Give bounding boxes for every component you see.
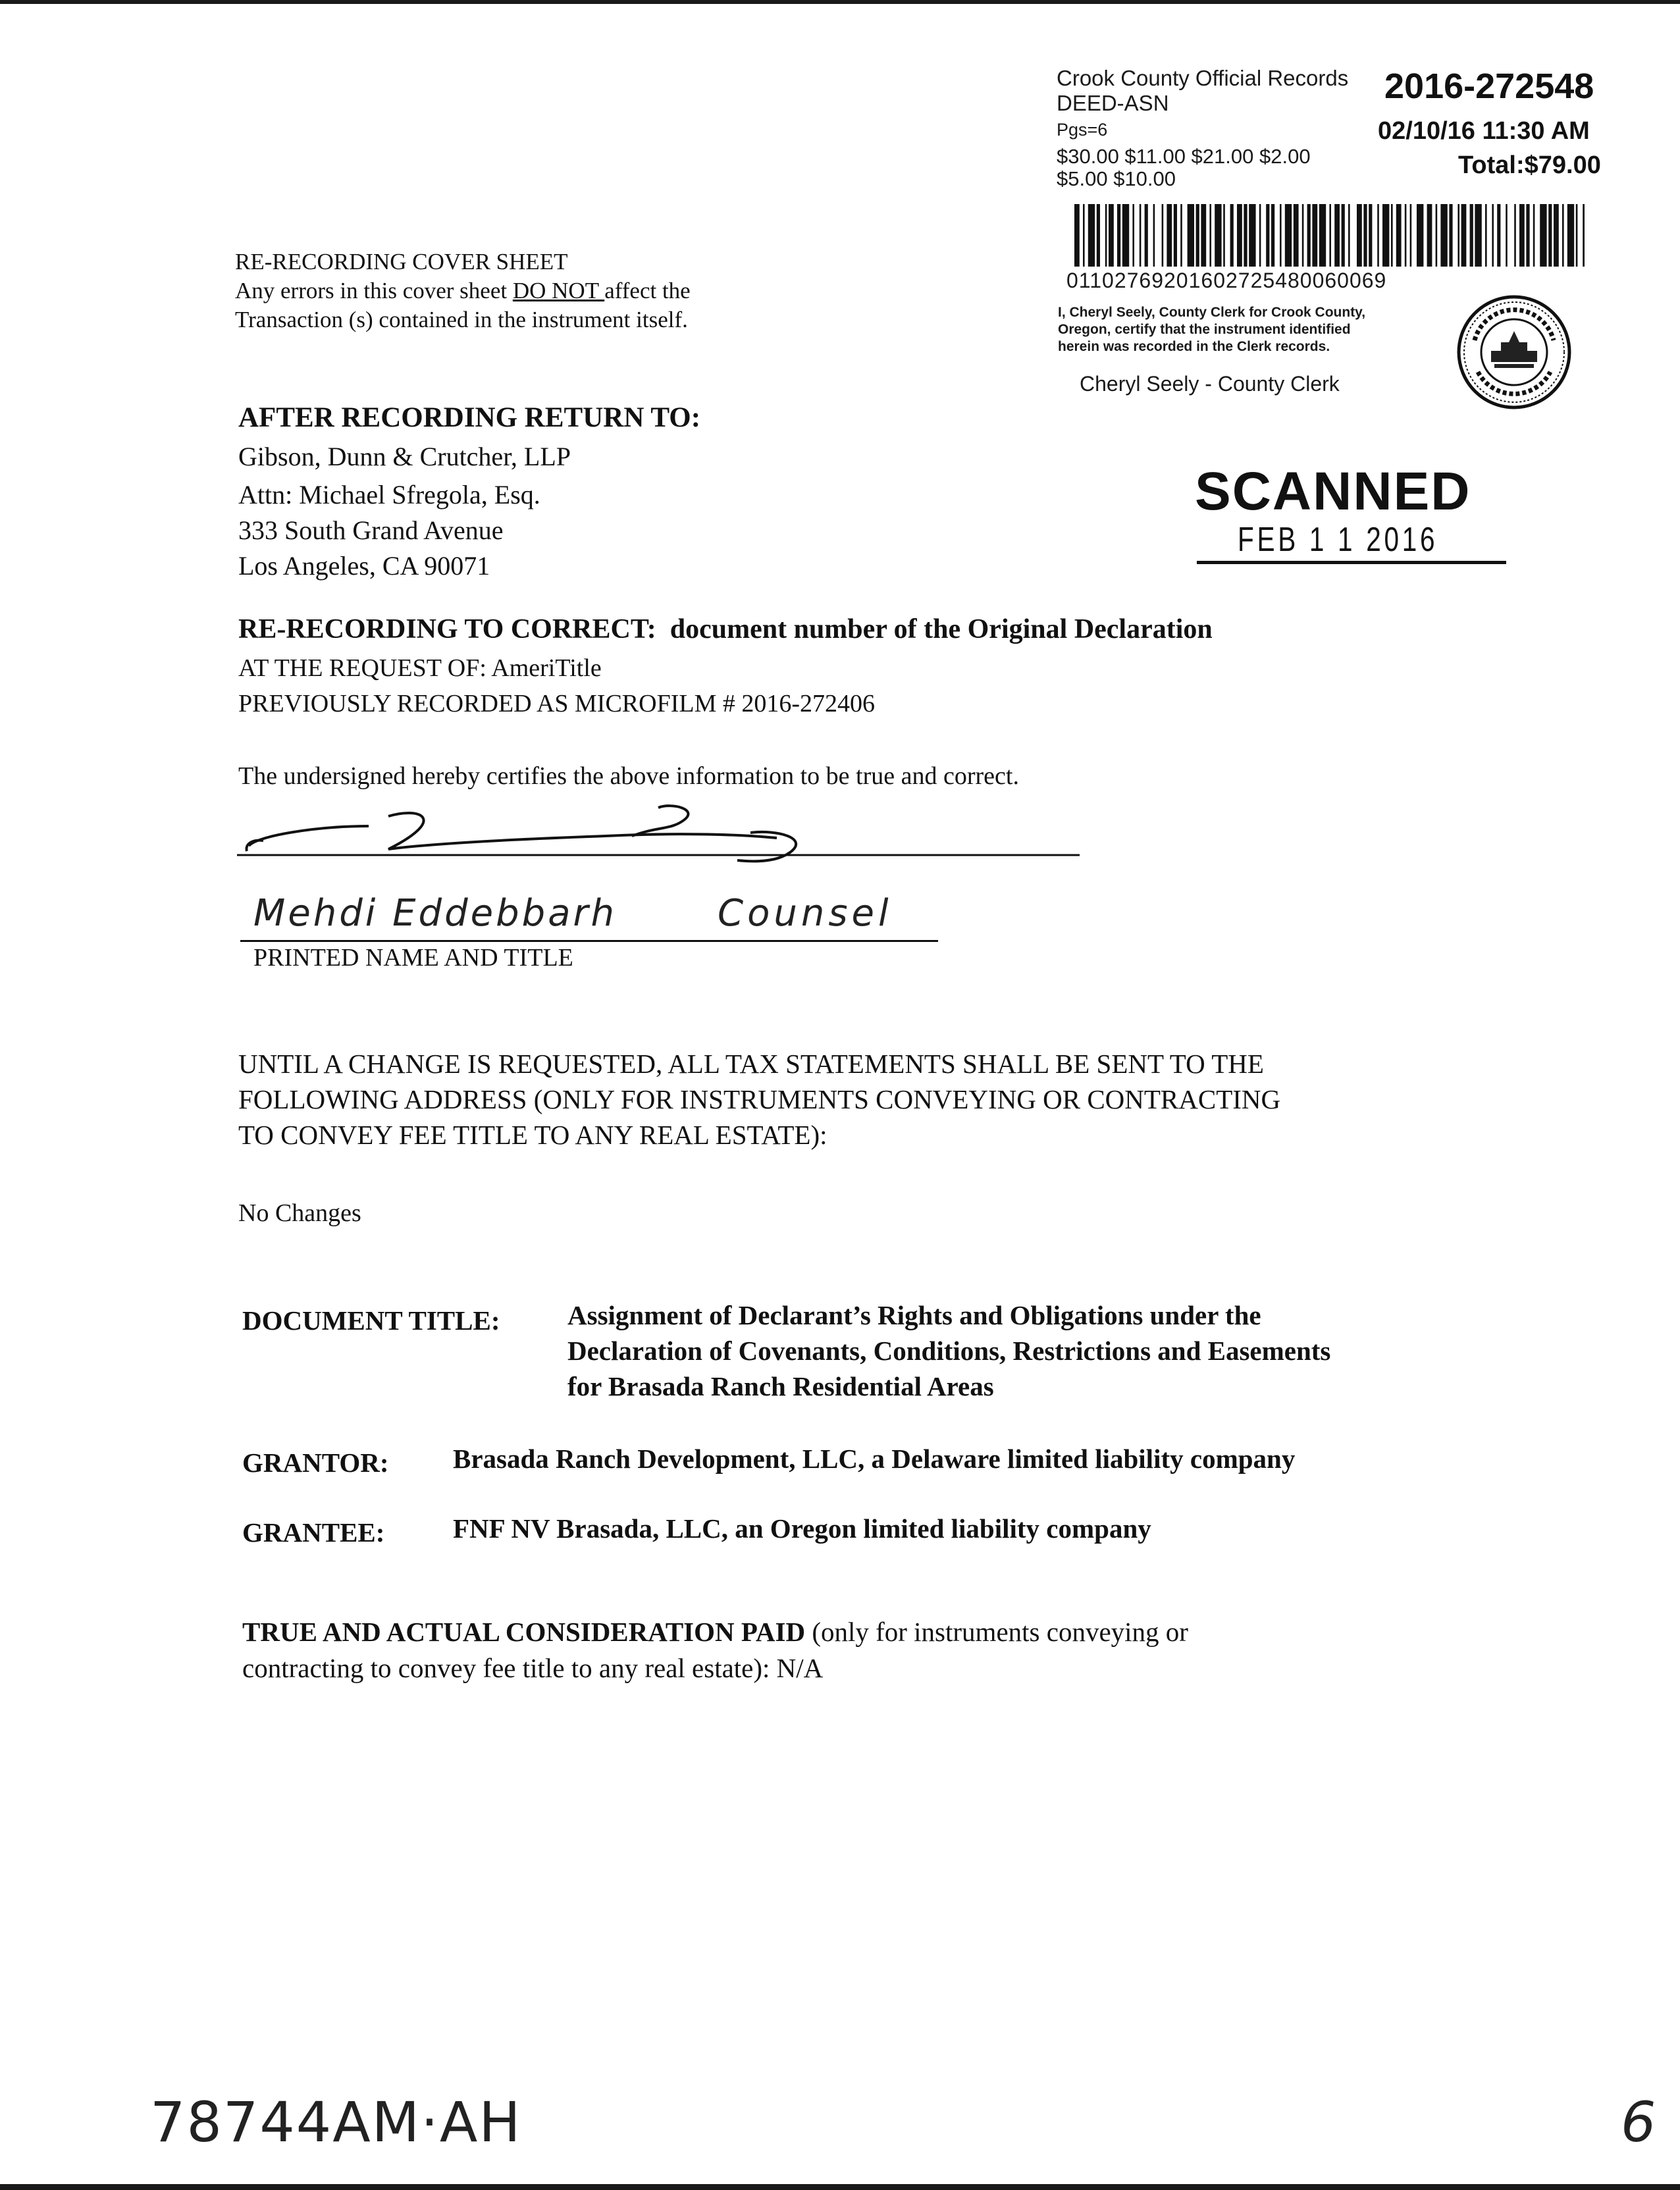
return-to-heading: AFTER RECORDING RETURN TO:: [238, 402, 701, 433]
consideration-line-2: contracting to convey fee title to any real estate): N/A: [242, 1653, 824, 1683]
handwritten-title: Counsel: [718, 892, 893, 935]
signature-scribble: [237, 800, 1080, 872]
consideration-line-1: [242, 1616, 1188, 1648]
clerk-cert-line-1: I, Cheryl Seely, County Clerk for Crook County,: [1058, 305, 1366, 320]
grantee-value: FNF NV Brasada, LLC, an Oregon limited liability company: [453, 1513, 1151, 1544]
fees-line-2: $5.00 $10.00: [1057, 167, 1176, 190]
document-title-line: for Brasada Ranch Residential Areas: [567, 1371, 994, 1401]
cover-notice-line-2: Transaction (s) contained in the instrument itself.: [235, 307, 688, 332]
cover-sheet-title: RE-RECORDING COVER SHEET: [235, 249, 568, 274]
cover-sheet-notice: [235, 278, 691, 304]
handwritten-page-mark: 6: [1621, 2090, 1656, 2154]
certification-statement: The undersigned hereby certifies the above information to be true and correct.: [238, 762, 1019, 790]
tax-line: FOLLOWING ADDRESS (ONLY FOR INSTRUMENTS CONVEYING OR CONTRACTING: [238, 1084, 1281, 1114]
doc-number: 2016-272548: [1384, 66, 1594, 106]
consideration-heading: TRUE AND ACTUAL CONSIDERATION PAID: [242, 1617, 806, 1647]
grantor-label: GRANTOR:: [242, 1447, 389, 1478]
grantee-label: GRANTEE:: [242, 1517, 385, 1548]
clerk-cert-line-2: Oregon, certify that the instrument identified: [1058, 322, 1351, 337]
county-seal-icon: [1455, 293, 1573, 411]
scanned-stamp: SCANNED: [1195, 461, 1471, 521]
cover-notice-pre: Any errors in this cover sheet: [235, 278, 513, 303]
fees-line-1: $30.00 $11.00 $21.00 $2.00: [1057, 145, 1311, 168]
document-title-line: Declaration of Covenants, Conditions, Restrictions and Easements: [567, 1336, 1331, 1366]
request-line: AT THE REQUEST OF: AmeriTitle: [238, 654, 602, 682]
tax-address: No Changes: [238, 1199, 361, 1227]
return-to-line: 333 South Grand Avenue: [238, 515, 504, 545]
record-datetime: 02/10/16 11:30 AM: [1378, 117, 1590, 145]
scanned-date: FEB 1 1 2016: [1238, 521, 1438, 559]
cover-notice-emphasis: DO NOT: [512, 278, 605, 303]
previous-recording-line: PREVIOUSLY RECORDED AS MICROFILM # 2016-272406: [238, 690, 876, 717]
records-office: Crook County Official Records: [1057, 66, 1349, 90]
return-to-line: Los Angeles, CA 90071: [238, 551, 490, 581]
handwritten-name: Mehdi Eddebbarh: [253, 892, 617, 935]
correction-detail: document number of the Original Declaration: [669, 614, 1213, 644]
grantor-value: Brasada Ranch Development, LLC, a Delaware limited liability company: [453, 1444, 1296, 1474]
fee-total: Total:$79.00: [1458, 151, 1601, 179]
barcode-number: 01102769201602725480060069: [1066, 269, 1387, 292]
consideration-text: (only for instruments conveying or: [805, 1617, 1188, 1647]
barcode: [1074, 204, 1585, 267]
return-to-line: Attn: Michael Sfregola, Esq.: [238, 480, 540, 509]
document-title-label: DOCUMENT TITLE:: [242, 1305, 500, 1336]
printed-name-label: PRINTED NAME AND TITLE: [253, 944, 573, 972]
tax-line: TO CONVEY FEE TITLE TO ANY REAL ESTATE):: [238, 1120, 827, 1150]
cover-notice-post: affect the: [604, 278, 691, 303]
tax-line: UNTIL A CHANGE IS REQUESTED, ALL TAX STATEMENTS SHALL BE SENT TO THE: [238, 1049, 1264, 1079]
document-title-line: Assignment of Declarant’s Rights and Obligations under the: [567, 1300, 1261, 1330]
top-scan-edge: [0, 0, 1680, 4]
clerk-cert-line-3: herein was recorded in the Clerk records.: [1058, 339, 1330, 354]
page-count: Pgs=6: [1057, 120, 1108, 140]
clerk-signature: Cheryl Seely - County Clerk: [1080, 372, 1340, 396]
doc-type: DEED-ASN: [1057, 91, 1169, 115]
handwritten-reference: 78744AM·AH: [150, 2090, 522, 2154]
bottom-scan-edge: [0, 2184, 1680, 2190]
scanned-date-rule: [1197, 561, 1506, 564]
correction-line: [238, 613, 1213, 645]
correction-heading: RE-RECORDING TO CORRECT:: [238, 614, 656, 644]
return-to-line: Gibson, Dunn & Crutcher, LLP: [238, 442, 571, 471]
